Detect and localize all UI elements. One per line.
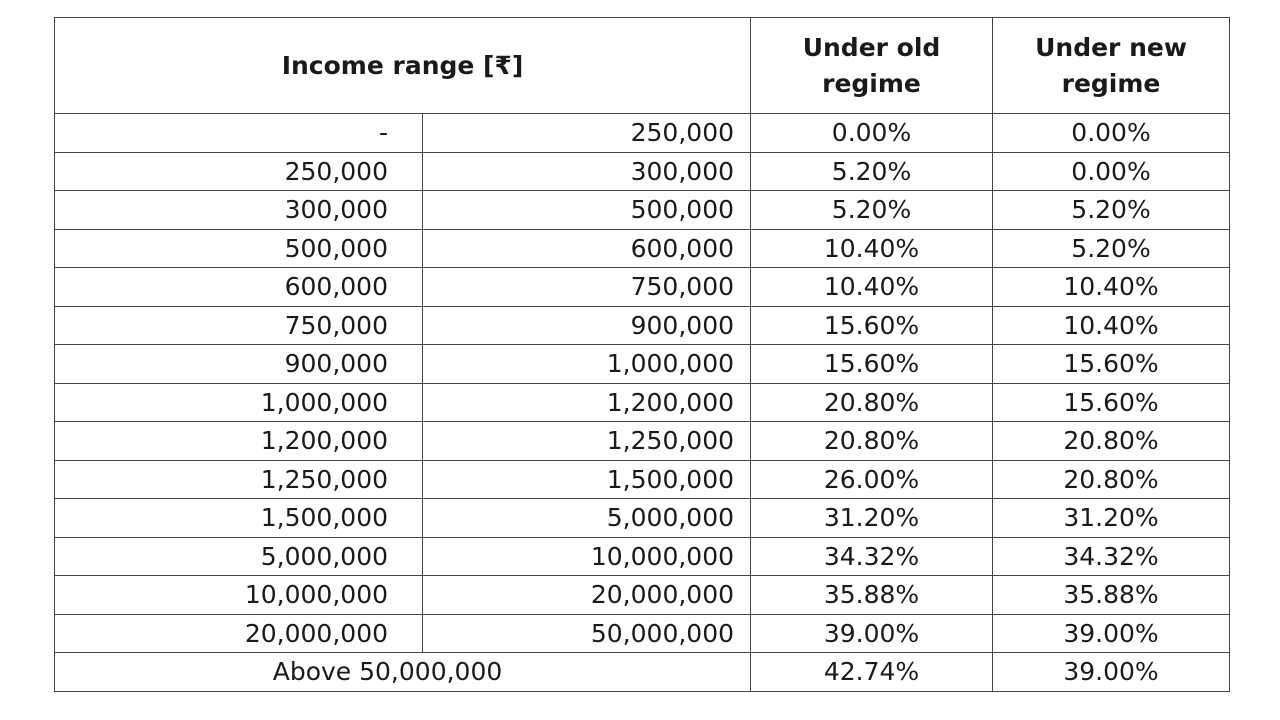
cell-new-rate: 0.00% xyxy=(993,114,1230,153)
cell-from: 1,200,000 xyxy=(55,422,423,461)
cell-to: 300,000 xyxy=(423,152,751,191)
cell-old-rate: 26.00% xyxy=(751,460,993,499)
cell-from: 1,000,000 xyxy=(55,383,423,422)
cell-to: 10,000,000 xyxy=(423,537,751,576)
cell-from: 500,000 xyxy=(55,229,423,268)
cell-from: 10,000,000 xyxy=(55,576,423,615)
table-row xyxy=(55,422,1230,461)
cell-to: 1,500,000 xyxy=(423,460,751,499)
cell-to: 20,000,000 xyxy=(423,576,751,615)
cell-new-rate: 20.80% xyxy=(993,422,1230,461)
cell-from: 1,500,000 xyxy=(55,499,423,538)
cell-to: 250,000 xyxy=(423,114,751,153)
cell-to: 900,000 xyxy=(423,306,751,345)
table-row xyxy=(55,229,1230,268)
cell-from: 300,000 xyxy=(55,191,423,230)
header-row xyxy=(55,18,1230,114)
cell-to: 1,250,000 xyxy=(423,422,751,461)
cell-to: 50,000,000 xyxy=(423,614,751,653)
cell-old-rate: 5.20% xyxy=(751,191,993,230)
table-row xyxy=(55,306,1230,345)
table-row xyxy=(55,152,1230,191)
cell-old-rate: 42.74% xyxy=(751,653,993,692)
cell-new-rate: 0.00% xyxy=(993,152,1230,191)
cell-from: 600,000 xyxy=(55,268,423,307)
cell-new-rate: 10.40% xyxy=(993,306,1230,345)
table-row xyxy=(55,537,1230,576)
cell-from: 250,000 xyxy=(55,152,423,191)
table-row xyxy=(55,499,1230,538)
cell-new-rate: 31.20% xyxy=(993,499,1230,538)
table-row xyxy=(55,268,1230,307)
cell-old-rate: 10.40% xyxy=(751,229,993,268)
table-row xyxy=(55,614,1230,653)
cell-new-rate: 20.80% xyxy=(993,460,1230,499)
cell-to: 1,000,000 xyxy=(423,345,751,384)
cell-new-rate: 15.60% xyxy=(993,383,1230,422)
cell-new-rate: 39.00% xyxy=(993,614,1230,653)
cell-to: 5,000,000 xyxy=(423,499,751,538)
cell-to: 750,000 xyxy=(423,268,751,307)
cell-new-rate: 34.32% xyxy=(993,537,1230,576)
table-row xyxy=(55,460,1230,499)
header-old-regime xyxy=(751,18,993,114)
cell-to: 600,000 xyxy=(423,229,751,268)
header-old-regime-label: Under old regime xyxy=(802,32,941,98)
cell-old-rate: 15.60% xyxy=(751,306,993,345)
table-row-above xyxy=(55,653,1230,692)
table-row xyxy=(55,114,1230,153)
cell-old-rate: 20.80% xyxy=(751,422,993,461)
cell-from: 1,250,000 xyxy=(55,460,423,499)
cell-from: 20,000,000 xyxy=(55,614,423,653)
cell-new-rate: 15.60% xyxy=(993,345,1230,384)
header-income-range: Income range [₹] xyxy=(55,18,751,114)
cell-old-rate: 31.20% xyxy=(751,499,993,538)
cell-new-rate: 39.00% xyxy=(993,653,1230,692)
table-row xyxy=(55,191,1230,230)
header-new-regime-label: Under new regime xyxy=(1035,32,1187,98)
cell-new-rate: 10.40% xyxy=(993,268,1230,307)
cell-from: 5,000,000 xyxy=(55,537,423,576)
cell-old-rate: 10.40% xyxy=(751,268,993,307)
header-new-regime xyxy=(993,18,1230,114)
cell-old-rate: 0.00% xyxy=(751,114,993,153)
table-row xyxy=(55,345,1230,384)
cell-old-rate: 39.00% xyxy=(751,614,993,653)
table-row xyxy=(55,383,1230,422)
table-row xyxy=(55,576,1230,615)
cell-new-rate: 35.88% xyxy=(993,576,1230,615)
cell-old-rate: 34.32% xyxy=(751,537,993,576)
cell-new-rate: 5.20% xyxy=(993,191,1230,230)
cell-to: 1,200,000 xyxy=(423,383,751,422)
cell-from: - xyxy=(55,114,423,153)
cell-old-rate: 5.20% xyxy=(751,152,993,191)
cell-new-rate: 5.20% xyxy=(993,229,1230,268)
cell-old-rate: 15.60% xyxy=(751,345,993,384)
cell-to: 500,000 xyxy=(423,191,751,230)
cell-old-rate: 20.80% xyxy=(751,383,993,422)
cell-above-label: Above 50,000,000 xyxy=(55,653,751,692)
cell-from: 900,000 xyxy=(55,345,423,384)
cell-old-rate: 35.88% xyxy=(751,576,993,615)
tax-rate-table xyxy=(54,17,1230,692)
cell-from: 750,000 xyxy=(55,306,423,345)
